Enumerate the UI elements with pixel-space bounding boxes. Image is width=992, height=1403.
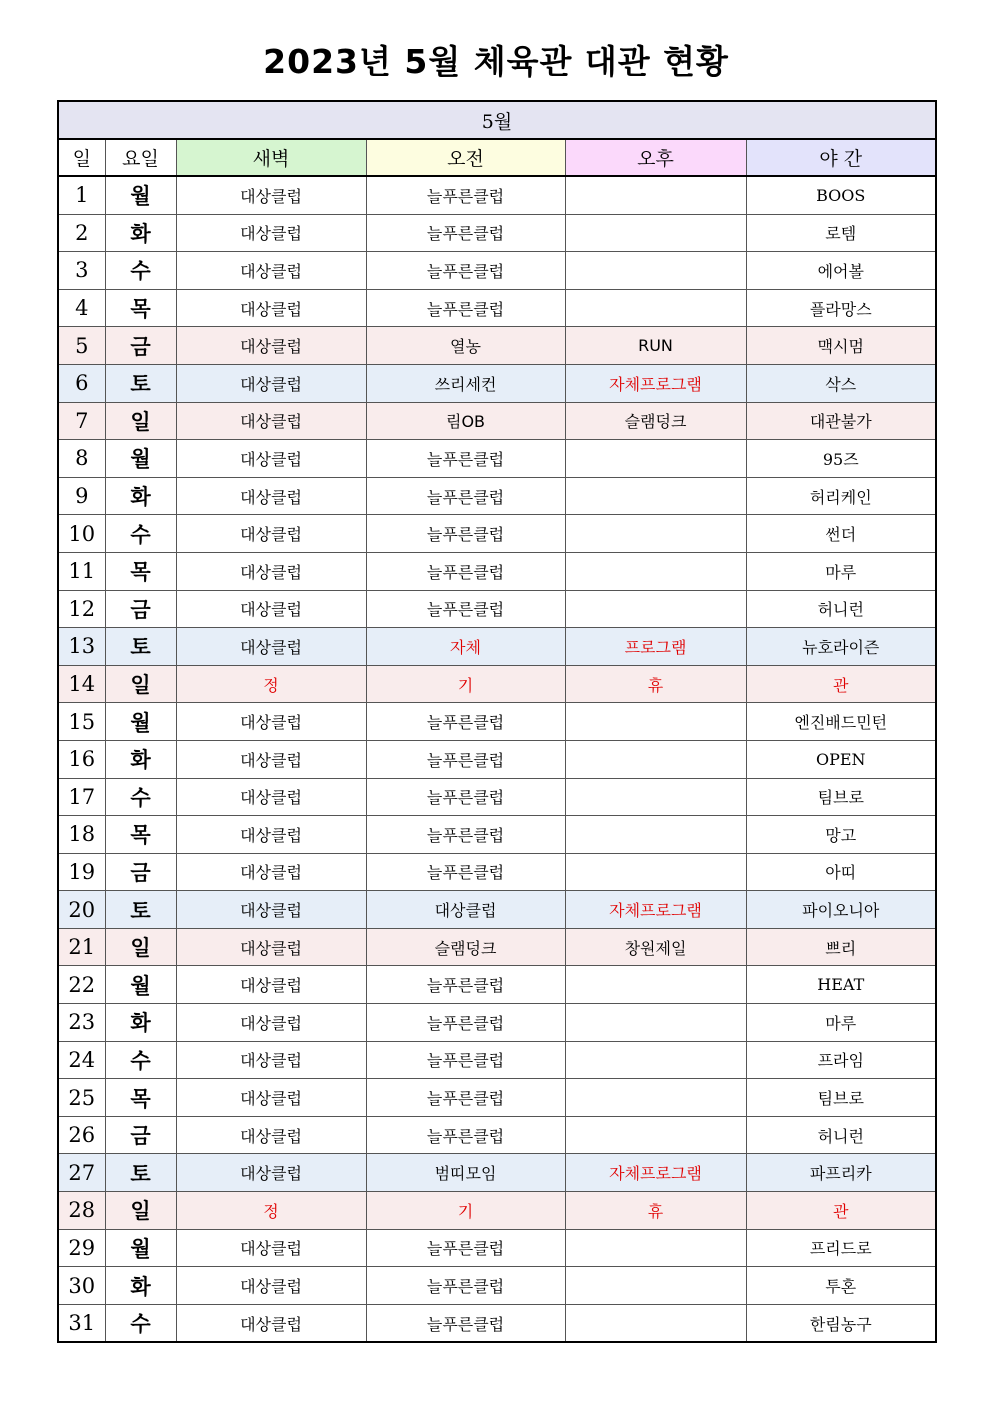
cell-night: 관 (746, 1192, 936, 1230)
cell-night: 망고 (746, 816, 936, 854)
cell-night: 프라임 (746, 1041, 936, 1079)
cell-dawn: 대상클럽 (176, 1304, 366, 1342)
cell-dawn: 대상클럽 (176, 1116, 366, 1154)
cell-dawn: 대상클럽 (176, 1041, 366, 1079)
table-row (58, 289, 936, 327)
cell-night: 엔진배드민턴 (746, 703, 936, 741)
table-row (58, 1267, 936, 1305)
column-header-row (58, 139, 936, 176)
cell-night: 에어볼 (746, 252, 936, 290)
cell-afternoon (565, 966, 746, 1004)
cell-dawn: 대상클럽 (176, 928, 366, 966)
cell-night: BOOS (746, 176, 936, 214)
header-night: 야 간 (746, 139, 936, 176)
cell-afternoon (565, 1041, 746, 1079)
cell-night: 투혼 (746, 1267, 936, 1305)
cell-afternoon (565, 1004, 746, 1042)
cell-weekday: 화 (105, 214, 176, 252)
cell-dawn: 대상클럽 (176, 1004, 366, 1042)
cell-morning: 늘푸른클럽 (366, 703, 565, 741)
cell-afternoon (565, 1304, 746, 1342)
cell-day: 19 (58, 853, 105, 891)
cell-night: HEAT (746, 966, 936, 1004)
cell-morning: 늘푸른클럽 (366, 1267, 565, 1305)
cell-morning: 쓰리세컨 (366, 364, 565, 402)
cell-weekday: 월 (105, 703, 176, 741)
cell-weekday: 월 (105, 966, 176, 1004)
cell-weekday: 일 (105, 665, 176, 703)
cell-afternoon: 프로그램 (565, 628, 746, 666)
cell-night: 마루 (746, 552, 936, 590)
cell-dawn: 대상클럽 (176, 252, 366, 290)
cell-dawn: 대상클럽 (176, 402, 366, 440)
cell-weekday: 수 (105, 252, 176, 290)
cell-afternoon (565, 1229, 746, 1267)
cell-weekday: 화 (105, 1267, 176, 1305)
cell-dawn: 대상클럽 (176, 816, 366, 854)
cell-day: 30 (58, 1267, 105, 1305)
table-row (58, 703, 936, 741)
table-row (58, 665, 936, 703)
cell-afternoon: 휴 (565, 1192, 746, 1230)
cell-morning: 늘푸른클럽 (366, 1004, 565, 1042)
header-morning: 오전 (366, 139, 565, 176)
cell-morning: 늘푸른클럽 (366, 1229, 565, 1267)
header-afternoon: 오후 (565, 139, 746, 176)
cell-weekday: 금 (105, 1116, 176, 1154)
cell-day: 12 (58, 590, 105, 628)
cell-day: 29 (58, 1229, 105, 1267)
cell-weekday: 금 (105, 327, 176, 365)
cell-morning: 늘푸른클럽 (366, 740, 565, 778)
cell-afternoon (565, 703, 746, 741)
cell-dawn: 대상클럽 (176, 590, 366, 628)
cell-morning: 늘푸른클럽 (366, 477, 565, 515)
cell-night: 썬더 (746, 515, 936, 553)
month-label: 5월 (58, 101, 936, 139)
month-header-row (58, 101, 936, 139)
cell-day: 5 (58, 327, 105, 365)
cell-night: 뉴호라이즌 (746, 628, 936, 666)
cell-weekday: 목 (105, 1079, 176, 1117)
cell-dawn: 대상클럽 (176, 515, 366, 553)
cell-day: 23 (58, 1004, 105, 1042)
cell-night: 플라망스 (746, 289, 936, 327)
cell-day: 25 (58, 1079, 105, 1117)
cell-night: 팀브로 (746, 778, 936, 816)
cell-night: 로템 (746, 214, 936, 252)
cell-afternoon: 슬램덩크 (565, 402, 746, 440)
cell-afternoon (565, 1267, 746, 1305)
cell-morning: 대상클럽 (366, 891, 565, 929)
cell-night: 마루 (746, 1004, 936, 1042)
cell-night: 아띠 (746, 853, 936, 891)
cell-morning: 늘푸른클럽 (366, 1041, 565, 1079)
cell-morning: 열농 (366, 327, 565, 365)
cell-day: 15 (58, 703, 105, 741)
cell-dawn: 대상클럽 (176, 703, 366, 741)
cell-day: 6 (58, 364, 105, 402)
table-row (58, 440, 936, 478)
cell-weekday: 화 (105, 1004, 176, 1042)
table-row (58, 515, 936, 553)
cell-afternoon (565, 1116, 746, 1154)
table-row (58, 628, 936, 666)
cell-day: 9 (58, 477, 105, 515)
cell-afternoon (565, 778, 746, 816)
cell-afternoon: 휴 (565, 665, 746, 703)
cell-day: 4 (58, 289, 105, 327)
cell-weekday: 목 (105, 816, 176, 854)
cell-dawn: 대상클럽 (176, 740, 366, 778)
cell-morning: 늘푸른클럽 (366, 515, 565, 553)
cell-weekday: 수 (105, 1304, 176, 1342)
cell-dawn: 대상클럽 (176, 477, 366, 515)
cell-day: 20 (58, 891, 105, 929)
cell-day: 31 (58, 1304, 105, 1342)
cell-morning: 림OB (366, 402, 565, 440)
table-row (58, 214, 936, 252)
cell-day: 1 (58, 176, 105, 214)
cell-night: 허니런 (746, 1116, 936, 1154)
cell-day: 22 (58, 966, 105, 1004)
cell-morning: 늘푸른클럽 (366, 289, 565, 327)
cell-weekday: 월 (105, 1229, 176, 1267)
cell-night: 쁘리 (746, 928, 936, 966)
cell-weekday: 일 (105, 1192, 176, 1230)
cell-afternoon (565, 289, 746, 327)
table-row (58, 1079, 936, 1117)
cell-night: 95즈 (746, 440, 936, 478)
cell-day: 10 (58, 515, 105, 553)
cell-morning: 늘푸른클럽 (366, 816, 565, 854)
cell-afternoon: 창원제일 (565, 928, 746, 966)
table-row (58, 1304, 936, 1342)
cell-night: 맥시멈 (746, 327, 936, 365)
table-row (58, 364, 936, 402)
cell-dawn: 대상클럽 (176, 214, 366, 252)
cell-day: 28 (58, 1192, 105, 1230)
cell-dawn: 대상클럽 (176, 364, 366, 402)
table-row (58, 928, 936, 966)
cell-morning: 늘푸른클럽 (366, 778, 565, 816)
cell-afternoon: RUN (565, 327, 746, 365)
table-row (58, 1041, 936, 1079)
cell-day: 3 (58, 252, 105, 290)
cell-weekday: 토 (105, 1154, 176, 1192)
cell-morning: 늘푸른클럽 (366, 1116, 565, 1154)
cell-day: 8 (58, 440, 105, 478)
cell-dawn: 대상클럽 (176, 1154, 366, 1192)
table-row (58, 1004, 936, 1042)
table-row (58, 1229, 936, 1267)
cell-weekday: 일 (105, 402, 176, 440)
header-weekday: 요일 (105, 139, 176, 176)
table-row (58, 816, 936, 854)
cell-dawn: 대상클럽 (176, 176, 366, 214)
cell-weekday: 수 (105, 515, 176, 553)
table-row (58, 552, 936, 590)
cell-day: 2 (58, 214, 105, 252)
cell-morning: 늘푸른클럽 (366, 853, 565, 891)
cell-dawn: 대상클럽 (176, 891, 366, 929)
page-title: 2023년 5월 체육관 대관 현황 (263, 42, 729, 81)
cell-afternoon (565, 740, 746, 778)
cell-dawn: 정 (176, 1192, 366, 1230)
cell-weekday: 목 (105, 289, 176, 327)
header-day: 일 (58, 139, 105, 176)
cell-dawn: 대상클럽 (176, 440, 366, 478)
table-row (58, 1154, 936, 1192)
cell-dawn: 대상클럽 (176, 966, 366, 1004)
rental-schedule-table (57, 100, 937, 1343)
cell-morning: 늘푸른클럽 (366, 1304, 565, 1342)
cell-morning: 기 (366, 665, 565, 703)
cell-night: 허리케인 (746, 477, 936, 515)
cell-weekday: 수 (105, 1041, 176, 1079)
cell-weekday: 목 (105, 552, 176, 590)
cell-day: 7 (58, 402, 105, 440)
cell-weekday: 토 (105, 628, 176, 666)
table-row (58, 402, 936, 440)
cell-afternoon (565, 515, 746, 553)
cell-dawn: 대상클럽 (176, 853, 366, 891)
cell-afternoon (565, 477, 746, 515)
table-row (58, 1192, 936, 1230)
header-dawn: 새벽 (176, 139, 366, 176)
cell-dawn: 대상클럽 (176, 552, 366, 590)
cell-day: 11 (58, 552, 105, 590)
cell-weekday: 월 (105, 176, 176, 214)
schedule-body (58, 176, 936, 1342)
cell-night: 파이오니아 (746, 891, 936, 929)
table-row (58, 477, 936, 515)
cell-night: 프리드로 (746, 1229, 936, 1267)
cell-day: 17 (58, 778, 105, 816)
table-row (58, 176, 936, 214)
cell-day: 21 (58, 928, 105, 966)
cell-day: 27 (58, 1154, 105, 1192)
cell-night: 팀브로 (746, 1079, 936, 1117)
cell-night: 대관불가 (746, 402, 936, 440)
cell-morning: 늘푸른클럽 (366, 440, 565, 478)
cell-morning: 늘푸른클럽 (366, 590, 565, 628)
cell-afternoon (565, 440, 746, 478)
table-row (58, 853, 936, 891)
cell-weekday: 화 (105, 740, 176, 778)
cell-afternoon: 자체프로그램 (565, 891, 746, 929)
cell-afternoon (565, 252, 746, 290)
cell-afternoon (565, 214, 746, 252)
table-row (58, 1116, 936, 1154)
cell-dawn: 대상클럽 (176, 289, 366, 327)
cell-morning: 늘푸른클럽 (366, 252, 565, 290)
cell-morning: 기 (366, 1192, 565, 1230)
cell-afternoon (565, 1079, 746, 1117)
cell-dawn: 대상클럽 (176, 327, 366, 365)
table-row (58, 740, 936, 778)
cell-day: 24 (58, 1041, 105, 1079)
cell-weekday: 월 (105, 440, 176, 478)
cell-afternoon (565, 552, 746, 590)
cell-weekday: 화 (105, 477, 176, 515)
cell-day: 16 (58, 740, 105, 778)
cell-afternoon (565, 816, 746, 854)
table-row (58, 252, 936, 290)
cell-dawn: 대상클럽 (176, 1229, 366, 1267)
cell-day: 14 (58, 665, 105, 703)
cell-morning: 늘푸른클럽 (366, 214, 565, 252)
cell-afternoon (565, 176, 746, 214)
cell-dawn: 대상클럽 (176, 778, 366, 816)
cell-night: 허니런 (746, 590, 936, 628)
cell-night: 관 (746, 665, 936, 703)
cell-weekday: 토 (105, 364, 176, 402)
cell-day: 18 (58, 816, 105, 854)
cell-morning: 늘푸른클럽 (366, 1079, 565, 1117)
cell-morning: 슬램덩크 (366, 928, 565, 966)
cell-weekday: 금 (105, 853, 176, 891)
cell-night: OPEN (746, 740, 936, 778)
cell-weekday: 수 (105, 778, 176, 816)
table-row (58, 891, 936, 929)
cell-morning: 늘푸른클럽 (366, 176, 565, 214)
table-row (58, 966, 936, 1004)
cell-afternoon: 자체프로그램 (565, 364, 746, 402)
cell-night: 삭스 (746, 364, 936, 402)
cell-weekday: 일 (105, 928, 176, 966)
table-row (58, 327, 936, 365)
cell-night: 한림농구 (746, 1304, 936, 1342)
cell-dawn: 정 (176, 665, 366, 703)
cell-weekday: 금 (105, 590, 176, 628)
table-row (58, 590, 936, 628)
cell-afternoon (565, 590, 746, 628)
cell-morning: 늘푸른클럽 (366, 552, 565, 590)
cell-dawn: 대상클럽 (176, 628, 366, 666)
cell-dawn: 대상클럽 (176, 1267, 366, 1305)
cell-afternoon (565, 853, 746, 891)
cell-morning: 범띠모임 (366, 1154, 565, 1192)
cell-morning: 늘푸른클럽 (366, 966, 565, 1004)
cell-afternoon: 자체프로그램 (565, 1154, 746, 1192)
cell-morning: 자체 (366, 628, 565, 666)
cell-day: 26 (58, 1116, 105, 1154)
cell-day: 13 (58, 628, 105, 666)
cell-weekday: 토 (105, 891, 176, 929)
cell-night: 파프리카 (746, 1154, 936, 1192)
cell-dawn: 대상클럽 (176, 1079, 366, 1117)
table-row (58, 778, 936, 816)
